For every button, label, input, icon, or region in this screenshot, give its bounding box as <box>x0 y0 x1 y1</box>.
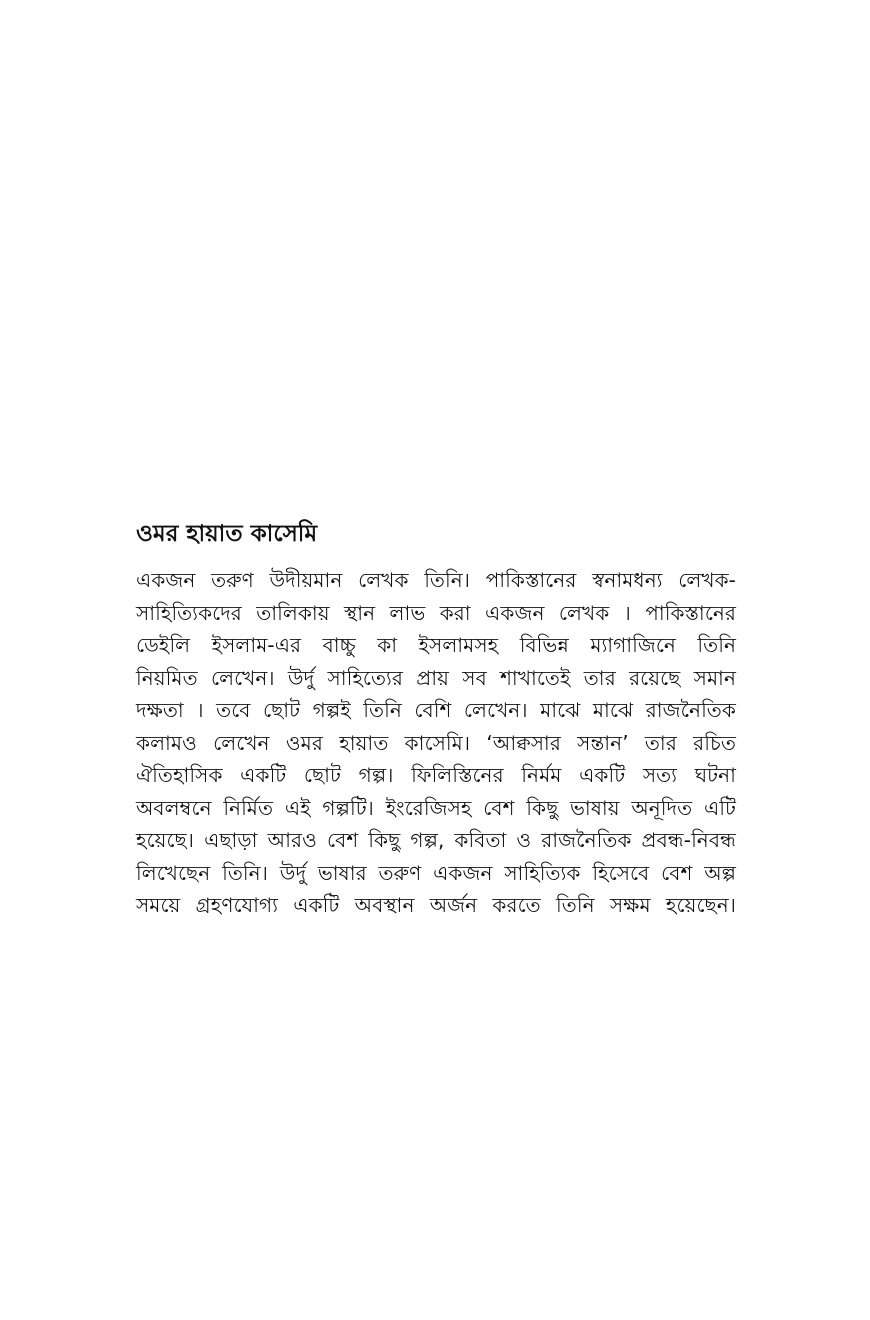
bio-line: দক্ষতা । তবে ছোট গল্পই তিনি বেশি লেখেন। মাঝে মাঝে রাজনৈতিক <box>136 698 736 722</box>
author-name-heading: ওমর হায়াত কাসেমি <box>136 521 318 547</box>
bio-line: ডেইলি ইসলাম-এর বাচ্চু কা ইসলামসহ বিভিন্ন ম্যাগাজিনে তিনি <box>136 633 736 657</box>
bio-line: ঐতিহাসিক একটি ছোট গল্প। ফিলিস্তিনের নির্মম একটি সত্য ঘটনা <box>136 763 736 787</box>
bio-line: সময়ে গ্রহণযোগ্য একটি অবস্থান অর্জন করতে তিনি সক্ষম হয়েছেন। <box>136 893 736 917</box>
bio-line: নিয়মিত লেখেন। উর্দু সাহিত্যের প্রায় সব শাখাতেই তার রয়েছে সমান <box>136 665 736 690</box>
bio-line: হয়েছে। এছাড়া আরও বেশ কিছু গল্প, কবিতা ও রাজনৈতিক প্রবন্ধ-নিবন্ধ <box>136 828 736 852</box>
bio-line: লিখেছেন তিনি। উর্দু ভাষার তরুণ একজন সাহিত্যিক হিসেবে বেশ অল্প <box>136 860 736 885</box>
bio-line: সাহিত্যিকদের তালিকায় স্থান লাভ করা একজন লেখক । পাকিস্তানের <box>136 600 736 625</box>
author-bio-paragraph <box>136 564 736 922</box>
bio-line: একজন তরুণ উদীয়মান লেখক তিনি। পাকিস্তানের স্বনামধন্য লেখক- <box>136 568 736 592</box>
author-bio-section <box>136 518 736 922</box>
bio-line: অবলম্বনে নির্মিত এই গল্পটি। ইংরেজিসহ বেশ কিছু ভাষায় অনূদিত এটি <box>136 795 736 820</box>
bio-line: কলামও লেখেন ওমর হায়াত কাসেমি। ‘আক্বসার সন্তান’ তার রচিত <box>136 730 736 755</box>
